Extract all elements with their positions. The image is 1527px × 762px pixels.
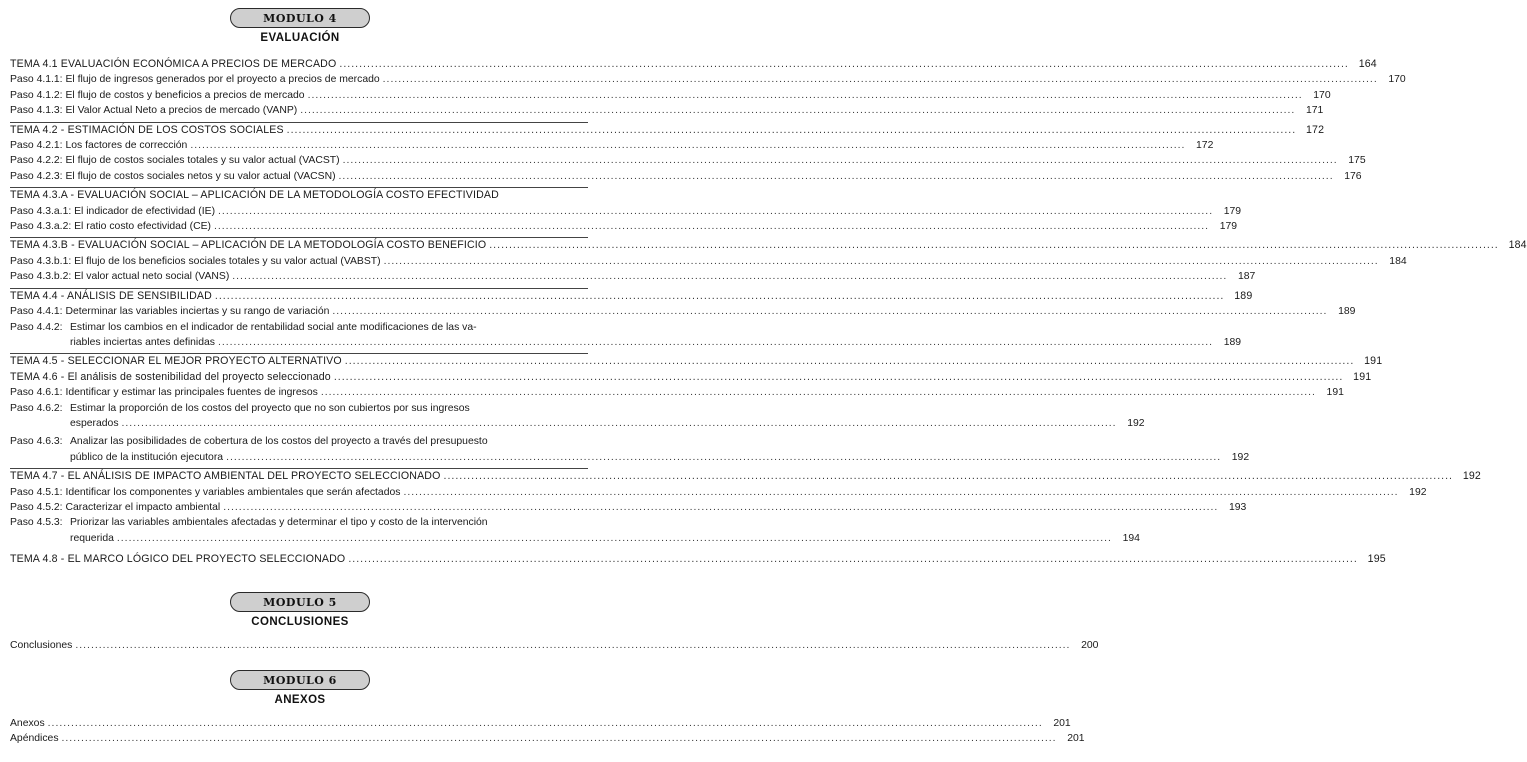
toc-entry-paso-4-2-1[interactable]: Paso 4.2.1: Los factores de corrección ..... 172 <box>10 138 588 153</box>
toc-entry-tema-4-6[interactable]: TEMA 4.6 - El análisis de sostenibilidad del proyecto seleccionado ..... 191 <box>10 370 588 385</box>
dot-leader <box>218 204 1213 219</box>
module-4-title: EVALUACIÓN <box>260 32 340 44</box>
dot-leader <box>308 88 1303 103</box>
toc-entry-tema-4-3-b[interactable]: TEMA 4.3.B - EVALUACIÓN SOCIAL – APLICACIÓN DE LA METODOLOGÍA COSTO BENEFICIO ..... 184 <box>10 237 588 253</box>
toc-entry-paso-4-5-3[interactable]: Paso 4.5.3: Priorizar las variables ambientales afectadas y determinar el tipo y costo de la intervención requerida ..... 194 <box>10 515 588 546</box>
toc-entry-paso-4-3-b-1[interactable]: Paso 4.3.b.1: El flujo de los beneficios sociales totales y su valor actual (VABST) ..... 184 <box>10 254 588 269</box>
dot-leader <box>214 219 1209 234</box>
toc-entry-paso-4-5-2[interactable]: Paso 4.5.2: Caracterizar el impacto ambiental ..... 193 <box>10 500 588 515</box>
toc-entry-tema-4-5[interactable]: TEMA 4.5 - SELECCIONAR EL MEJOR PROYECTO ALTERNATIVO ..... 191 <box>10 353 588 369</box>
dot-leader <box>383 72 1378 87</box>
dot-leader <box>321 385 1316 400</box>
toc-entry-paso-4-1-3[interactable]: Paso 4.1.3: El Valor Actual Neto a precios de mercado (VANP) ..... 171 <box>10 103 588 118</box>
toc-entry-tema-4-2[interactable]: TEMA 4.2 - ESTIMACIÓN DE LOS COSTOS SOCIALES ..... 172 <box>10 122 588 138</box>
toc-entry-paso-4-1-2[interactable]: Paso 4.1.2: El flujo de costos y beneficios a precios de mercado ..... 170 <box>10 88 588 103</box>
toc-entry-paso-4-3-a-1[interactable]: Paso 4.3.a.1: El indicador de efectividad (IE) ..... 179 <box>10 204 588 219</box>
module-6-badge: MODULO 6 <box>230 670 370 690</box>
module-6-title: ANEXOS <box>274 694 326 706</box>
dot-leader <box>489 238 1498 253</box>
toc-entry-apendices[interactable]: Apéndices ..... 201 <box>10 731 588 746</box>
toc-entry-paso-4-6-3[interactable]: Paso 4.6.3: Analizar las posibilidades de cobertura de los costos del proyecto a través del presupuesto público de la institución ejecutora ..... 192 <box>10 434 588 465</box>
toc-entry-paso-4-5-1[interactable]: Paso 4.5.1: Identificar los componentes y variables ambientales que serán afectados ..... 192 <box>10 485 588 500</box>
module-5-title: CONCLUSIONES <box>251 616 349 628</box>
dot-leader <box>300 103 1295 118</box>
dot-leader <box>122 416 1117 431</box>
toc-entry-paso-4-3-a-2[interactable]: Paso 4.3.a.2: El ratio costo efectividad (CE) ..... 179 <box>10 219 588 234</box>
toc-entry-tema-4-4[interactable]: TEMA 4.4 - ANÁLISIS DE SENSIBILIDAD ..... 189 <box>10 288 588 304</box>
dot-leader <box>223 500 1218 515</box>
toc-entry-paso-4-2-3[interactable]: Paso 4.2.3: El flujo de costos sociales netos y su valor actual (VACSN) ..... 176 <box>10 169 588 184</box>
dot-leader <box>190 138 1185 153</box>
toc-entry-paso-4-4-2[interactable]: Paso 4.4.2: Estimar los cambios en el indicador de rentabilidad social ante modificaciones de las va- riables inciertas antes definidas ..... 189 <box>10 320 588 351</box>
toc-entry-tema-4-7[interactable]: TEMA 4.7 - EL ANÁLISIS DE IMPACTO AMBIENTAL DEL PROYECTO SELECCIONADO ..... 192 <box>10 468 588 484</box>
dot-leader <box>218 335 1213 350</box>
dot-leader <box>348 552 1357 567</box>
dot-leader <box>287 123 1296 138</box>
module-4-header <box>0 8 600 28</box>
dot-leader <box>403 485 1398 500</box>
toc-entry-paso-4-4-1[interactable]: Paso 4.4.1: Determinar las variables inciertas y su rango de variación ..... 189 <box>10 304 588 319</box>
toc-entry-conclusiones[interactable]: Conclusiones ..... 200 <box>10 638 588 653</box>
dot-leader <box>345 354 1354 369</box>
toc-entry-tema-4-3-a[interactable]: TEMA 4.3.A - EVALUACIÓN SOCIAL – APLICACIÓN DE LA METODOLOGÍA COSTO EFECTIVIDAD <box>10 187 588 203</box>
module-4-toc <box>10 57 1527 568</box>
dot-leader <box>62 731 1057 746</box>
dot-leader <box>334 370 1343 385</box>
dot-leader <box>332 304 1327 319</box>
dot-leader <box>444 469 1453 484</box>
dot-leader <box>339 169 1334 184</box>
toc-entry-paso-4-2-2[interactable]: Paso 4.2.2: El flujo de costos sociales totales y su valor actual (VACST) ..... 175 <box>10 153 588 168</box>
dot-leader <box>48 716 1043 731</box>
dot-leader <box>384 254 1379 269</box>
toc-entry-paso-4-1-1[interactable]: Paso 4.1.1: El flujo de ingresos generados por el proyecto a precios de mercado ..... 170 <box>10 72 588 87</box>
toc-entry-paso-4-6-2[interactable]: Paso 4.6.2: Estimar la proporción de los costos del proyecto que no son cubiertos por sus ingresos esperados ..... 192 <box>10 401 588 432</box>
module-5-header <box>0 592 600 612</box>
module-5-toc <box>10 638 1099 653</box>
toc-entry-tema-4-8[interactable]: TEMA 4.8 - EL MARCO LÓGICO DEL PROYECTO SELECCIONADO ..... 195 <box>10 552 588 567</box>
module-4-badge: MODULO 4 <box>230 8 370 28</box>
dot-leader <box>232 269 1227 284</box>
module-5-badge: MODULO 5 <box>230 592 370 612</box>
dot-leader <box>343 153 1338 168</box>
dot-leader <box>215 289 1224 304</box>
toc-entry-paso-4-3-b-2[interactable]: Paso 4.3.b.2: El valor actual neto social (VANS) ..... 187 <box>10 269 588 284</box>
module-6-header <box>0 670 600 690</box>
dot-leader <box>75 638 1070 653</box>
toc-entry-tema-4-1[interactable]: TEMA 4.1 EVALUACIÓN ECONÓMICA A PRECIOS DE MERCADO ..... 164 <box>10 57 588 72</box>
toc-entry-anexos[interactable]: Anexos ..... 201 <box>10 716 588 731</box>
dot-leader <box>226 450 1221 465</box>
dot-leader <box>117 531 1112 546</box>
toc-entry-paso-4-6-1[interactable]: Paso 4.6.1: Identificar y estimar las principales fuentes de ingresos ..... 191 <box>10 385 588 400</box>
module-6-toc <box>10 716 1085 747</box>
dot-leader <box>339 57 1348 72</box>
